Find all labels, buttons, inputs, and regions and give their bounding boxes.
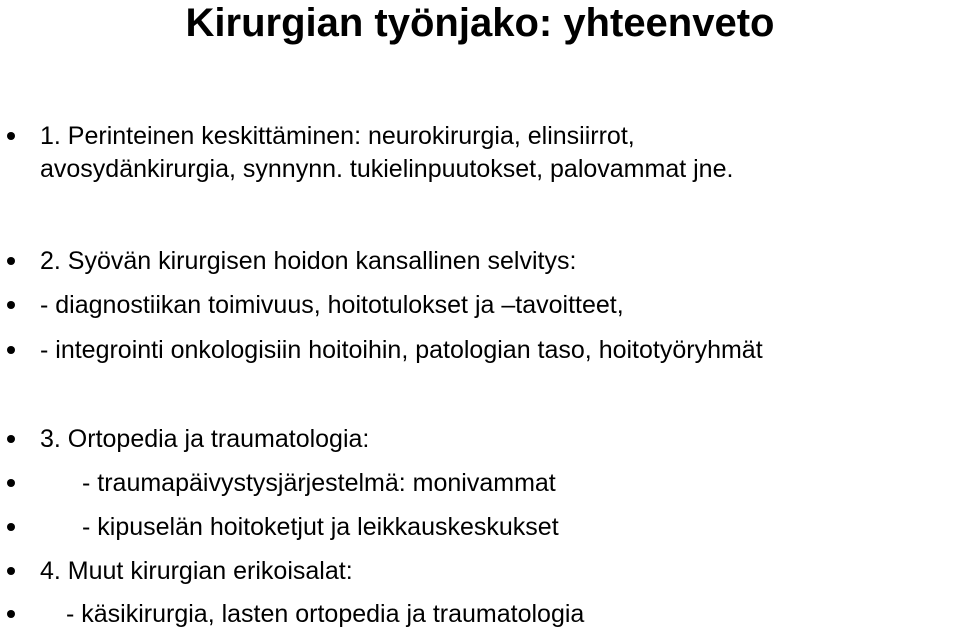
bullet-7-line: - kipuselän hoitoketjut ja leikkauskeskukset (82, 513, 559, 541)
bullet-icon (7, 346, 15, 354)
bullet-1-line-1: 1. Perinteinen keskittäminen: neurokirurgia, elinsiirrot, (40, 122, 635, 150)
bullet-4-line: - integrointi onkologisiin hoitoihin, patologian taso, hoitotyöryhmät (40, 336, 763, 364)
bullet-3-line: - diagnostiikan toimivuus, hoitotulokset ja –tavoitteet, (40, 291, 624, 319)
bullet-icon (7, 610, 15, 618)
bullet-icon (7, 301, 15, 309)
bullet-icon (7, 523, 15, 531)
bullet-9-line: - käsikirurgia, lasten ortopedia ja traumatologia (66, 600, 585, 628)
bullet-icon (7, 257, 15, 265)
bullet-6-line: - traumapäivystysjärjestelmä: monivammat (82, 469, 556, 497)
bullet-icon (7, 567, 15, 575)
bullet-icon (7, 435, 15, 443)
bullet-icon (7, 132, 15, 140)
bullet-2-line: 2. Syövän kirurgisen hoidon kansallinen selvitys: (40, 247, 577, 275)
bullet-5-line: 3. Ortopedia ja traumatologia: (40, 425, 370, 453)
bullet-1-line-2: avosydänkirurgia, synnynn. tukielinpuutokset, palovammat jne. (40, 155, 734, 183)
bullet-icon (7, 479, 15, 487)
bullet-8-line: 4. Muut kirurgian erikoisalat: (40, 557, 353, 585)
slide-title: Kirurgian työnjako: yhteenveto (185, 1, 775, 45)
